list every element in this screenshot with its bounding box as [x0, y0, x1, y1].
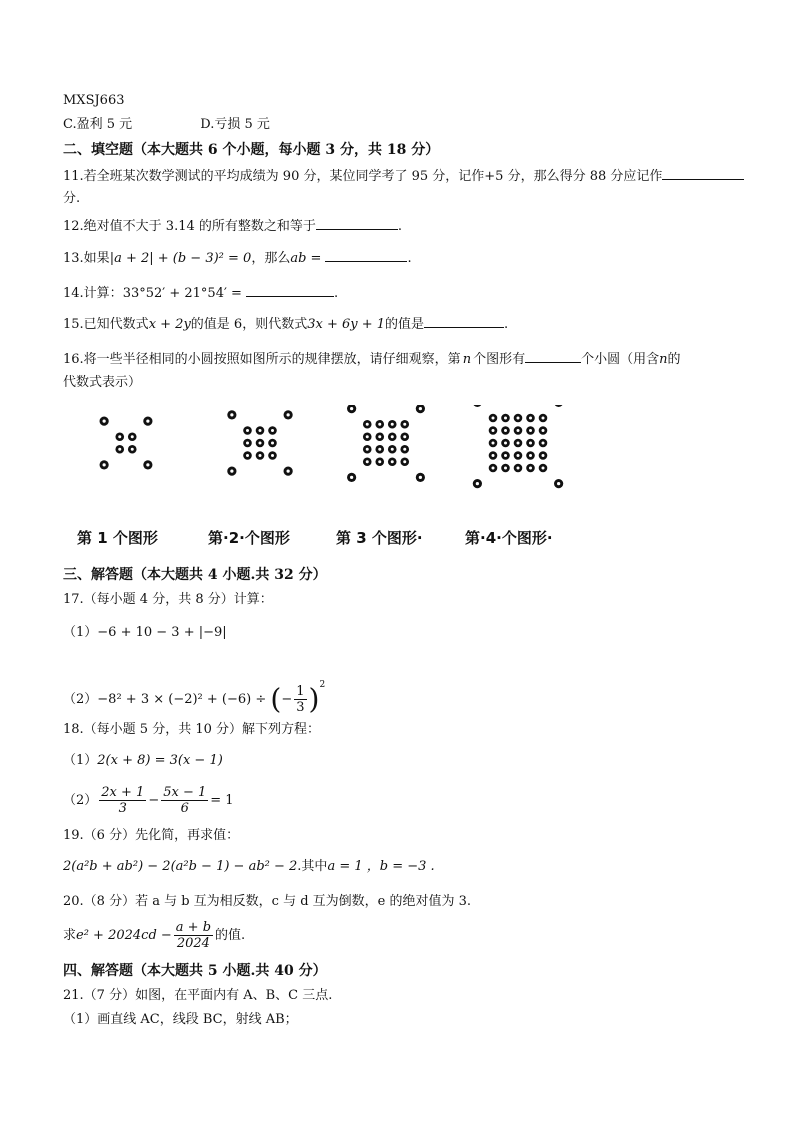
q11-tail: 分. — [63, 191, 81, 206]
figure-4-inner-circle-hole — [541, 454, 544, 457]
q11-text: 11.若全班某次数学测试的平均成绩为 90 分，某位同学考了 95 分，记作+5 分，那么得分 88 分应记作 — [63, 169, 663, 184]
caption-figure-2: 第·2·个图形 — [208, 529, 290, 547]
figure-4-inner-circle-hole — [504, 429, 507, 432]
q17-p1-label: （1） — [63, 625, 98, 640]
figure-2-inner-circle-hole — [271, 441, 274, 444]
figure-4-inner-circle-hole — [516, 416, 519, 419]
q16-mid: 个图形有 — [473, 352, 526, 367]
figure-3-corner-circle-hole — [419, 476, 422, 479]
q12-blank — [316, 216, 398, 230]
figure-1-inner-circle-hole — [118, 435, 121, 438]
figure-4-inner-circle-hole — [504, 441, 507, 444]
figure-2-inner-circle-hole — [258, 429, 261, 432]
figure-1-corner-circle-hole — [103, 420, 106, 423]
q17-p2-label: （2） — [63, 692, 98, 707]
q19-expr: 2(a²b + ab²) − 2(a²b − 1) − ab² − 2 — [63, 859, 298, 874]
q15-post: 的值是 — [385, 317, 425, 332]
q16-end: 的 — [667, 352, 681, 367]
figure-4-inner-circle-hole — [491, 441, 494, 444]
q18-p1-label: （1） — [63, 753, 98, 768]
figure-3-inner-circle-hole — [403, 435, 406, 438]
q16-n-2: n — [659, 352, 668, 367]
question-13 — [63, 248, 412, 268]
q16-line-2: 代数式表示） — [63, 375, 142, 390]
figure-4-inner-circle-hole — [541, 441, 544, 444]
figure-3-inner-circle-hole — [366, 448, 369, 451]
q14-tail: . — [333, 286, 339, 301]
figure-4-inner-circle-hole — [491, 454, 494, 457]
q16-n: n — [462, 352, 472, 367]
q20-fraction — [174, 920, 213, 951]
q16-blank — [525, 349, 581, 363]
question-11 — [63, 166, 744, 186]
figure-4-inner-circle-hole — [516, 429, 519, 432]
q13-mid: ，那么 — [251, 251, 291, 266]
q15-expr-1: x + 2y — [148, 317, 191, 332]
q13-equation: |a + 2| + (b − 3)² = 0 — [109, 251, 252, 266]
q17-p2-expr: −8² + 3 × (−2)² + (−6) ÷ — [97, 692, 267, 707]
q13-blank — [325, 248, 407, 262]
figure-2-inner-circle-hole — [246, 441, 249, 444]
option-d: D.亏损 5 元 — [200, 117, 270, 132]
figure-4-corner-circle — [554, 405, 563, 407]
question-18: 18.（每小题 5 分，共 10 分）解下列方程： — [63, 722, 321, 737]
figure-4-inner-circle-hole — [516, 454, 519, 457]
q17-fraction — [294, 684, 306, 715]
option-c: C.盈利 5 元 — [63, 117, 133, 132]
q18-frac-2 — [161, 785, 208, 816]
q18-part-1 — [63, 752, 223, 770]
figure-3-inner-circle-hole — [378, 448, 381, 451]
q17-rparen: ) — [308, 682, 320, 716]
q13-pre: 13.如果 — [63, 251, 110, 266]
q16-post: 个小圆（用含 — [581, 352, 660, 367]
q20-tail: 的值. — [215, 928, 246, 943]
q20-frac-den: 2024 — [176, 936, 210, 951]
figure-4-inner-circle-hole — [516, 441, 519, 444]
section-3-title: 三、解答题（本大题共 4 小题.共 32 分） — [63, 567, 327, 583]
q21-part-1: （1）画直线 AC，线段 BC，射线 AB； — [63, 1012, 298, 1027]
figure-3-inner-circle-hole — [378, 435, 381, 438]
figure-1-corner-circle-hole — [146, 463, 149, 466]
figure-2-inner-circle-hole — [271, 454, 274, 457]
figure-2-corner-circle-hole — [230, 413, 233, 416]
figure-3-inner-circle-hole — [391, 448, 394, 451]
figure-1-corner-circle-hole — [146, 420, 149, 423]
figure-4-inner-circle-hole — [529, 441, 532, 444]
question-20: 20.（8 分）若 a 与 b 互为相反数，c 与 d 互为倒数，e 的绝对值为 3. — [63, 894, 472, 909]
q15-mid: 的值是 6，则代数式 — [190, 317, 308, 332]
figure-3-inner-circle-hole — [403, 423, 406, 426]
figure-4-corner-circle-hole — [476, 482, 479, 485]
q19-expression — [63, 858, 435, 876]
q14-expr: 33°52′ + 21°54′ = — [122, 286, 242, 301]
figure-3-inner-circle-hole — [378, 460, 381, 463]
figure-2-inner-circle-hole — [246, 454, 249, 457]
figure-3-corner-circle-hole — [350, 476, 353, 479]
question-12 — [63, 216, 402, 236]
q18-frac-1 — [99, 785, 146, 816]
q18-frac-2-den: 6 — [180, 801, 189, 816]
q11-blank — [662, 166, 744, 180]
question-19: 19.（6 分）先化简，再求值： — [63, 828, 240, 843]
figure-4-inner-circle-hole — [491, 416, 494, 419]
q20-expr: e² + 2024cd − — [76, 928, 172, 943]
question-16 — [63, 349, 680, 369]
q18-frac-1-num: 2x + 1 — [101, 785, 145, 800]
figure-4-inner-circle-hole — [541, 466, 544, 469]
figure-2-corner-circle-hole — [287, 470, 290, 473]
q17-part-1 — [63, 624, 227, 642]
q13-expr: ab = — [290, 251, 322, 266]
q14-blank — [246, 283, 334, 297]
figure-2-inner-circle-hole — [258, 441, 261, 444]
figure-4-inner-circle-hole — [491, 429, 494, 432]
figure-4-inner-circle-hole — [541, 416, 544, 419]
q12-text: 12.绝对值不大于 3.14 的所有整数之和等于 — [63, 219, 316, 234]
q15-blank — [424, 314, 504, 328]
figure-4-inner-circle-hole — [504, 454, 507, 457]
q17-frac-den: 3 — [296, 700, 305, 715]
q19-post: .其中 — [297, 859, 328, 874]
q13-tail: . — [407, 251, 412, 266]
figure-3-inner-circle-hole — [403, 460, 406, 463]
q17-lparen: ( — [270, 682, 282, 716]
q15-expr-2: 3x + 6y + 1 — [307, 317, 386, 332]
q18-part-2: （2） $\frac{2x + 1}{3}$ − $\frac{5x - 1}{6}$ = 1 — [63, 785, 234, 816]
q20-expression — [63, 916, 245, 956]
figure-3-inner-circle-hole — [391, 423, 394, 426]
figure-3-inner-circle-hole — [378, 423, 381, 426]
section-4-title: 四、解答题（本大题共 5 小题.共 40 分） — [63, 963, 327, 979]
q18-p2-label: （2） — [63, 793, 98, 808]
figure-1-inner-circle-hole — [131, 448, 134, 451]
figure-4-inner-circle-hole — [529, 454, 532, 457]
figure-3-inner-circle-hole — [366, 460, 369, 463]
figure-3-inner-circle-hole — [391, 460, 394, 463]
figure-3-inner-circle-hole — [403, 448, 406, 451]
section-2-title: 二、填空题（本大题共 6 个小题，每小题 3 分，共 18 分） — [63, 142, 440, 158]
q12-tail: . — [397, 219, 403, 234]
figure-2-corner-circle-hole — [230, 470, 233, 473]
figure-2-inner-circle-hole — [271, 429, 274, 432]
q18-rhs: = 1 — [210, 793, 234, 808]
q18-frac-1-den: 3 — [118, 801, 127, 816]
figure-4-corner-circle-hole — [557, 482, 560, 485]
q14-pre: 14.计算： — [63, 286, 123, 301]
q16-pre: 16.将一些半径相同的小圆按照如图所示的规律摆放，请仔细观察，第 — [63, 352, 461, 367]
figure-2-inner-circle-hole — [246, 429, 249, 432]
q20-frac-num: a + b — [175, 920, 212, 935]
paper-code: MXSJ663 — [63, 93, 125, 108]
figure-4-inner-circle-hole — [504, 466, 507, 469]
figure-1-inner-circle-hole — [131, 435, 134, 438]
figure-2-corner-circle-hole — [287, 413, 290, 416]
figure-4-inner-circle-hole — [529, 429, 532, 432]
q17-frac-num: 1 — [296, 684, 305, 699]
question-14 — [63, 283, 338, 303]
question-17: 17.（每小题 4 分，共 8 分）计算： — [63, 592, 273, 607]
q19-cond: a = 1 ，b = −3 . — [327, 859, 435, 874]
q17-p1-expr: −6 + 10 − 3 + |−9| — [97, 625, 227, 640]
figure-4-inner-circle-hole — [541, 429, 544, 432]
q15-tail: . — [504, 317, 509, 332]
figure-1-corner-circle-hole — [103, 463, 106, 466]
question-15 — [63, 314, 508, 334]
question-21: 21.（7 分）如图，在平面内有 A、B、C 三点. — [63, 988, 333, 1003]
q15-pre: 15.已知代数式 — [63, 317, 149, 332]
figure-4-inner-circle-hole — [529, 416, 532, 419]
figure-1-inner-circle-hole — [118, 448, 121, 451]
options-row — [63, 116, 270, 134]
figure-3-inner-circle-hole — [366, 423, 369, 426]
figure-3-corner-circle-hole — [419, 407, 422, 410]
q20-pre: 求 — [63, 928, 77, 943]
figure-4-inner-circle-hole — [491, 466, 494, 469]
caption-figure-1: 第 1 个图形 — [77, 529, 158, 547]
figure-3-inner-circle-hole — [366, 435, 369, 438]
q18-frac-2-num: 5x − 1 — [163, 785, 207, 800]
figure-3-corner-circle-hole — [350, 407, 353, 410]
figure-4-inner-circle-hole — [504, 416, 507, 419]
figure-4-inner-circle-hole — [529, 466, 532, 469]
figure-3-inner-circle-hole — [391, 435, 394, 438]
figure-4-inner-circle-hole — [516, 466, 519, 469]
q18-p1-expr: 2(x + 8) = 3(x − 1) — [97, 753, 223, 768]
caption-figure-4: 第·4·个图形· — [465, 529, 553, 547]
figure-2-inner-circle-hole — [258, 454, 261, 457]
figure-4-corner-circle — [473, 405, 482, 407]
q17-part-2: （2）−8² + 3 × (−2)² + (−6) ÷ (− $\frac{1}{3}$ )$^2$ — [63, 680, 326, 716]
caption-figure-3: 第 3 个图形· — [336, 529, 423, 547]
